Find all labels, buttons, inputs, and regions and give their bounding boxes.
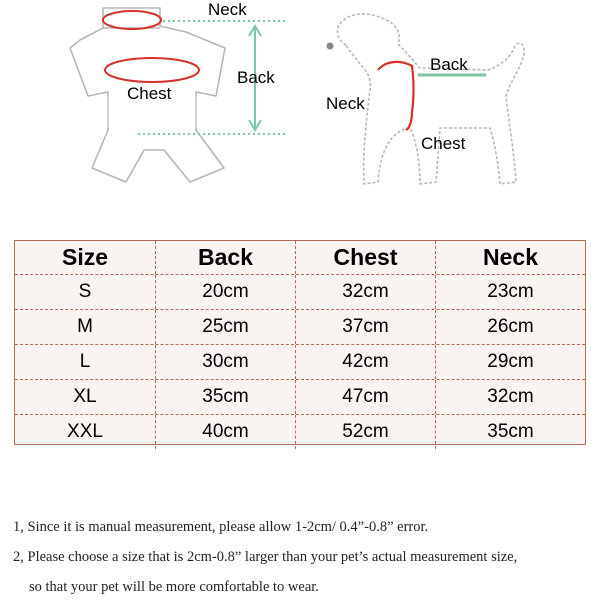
table-row	[15, 414, 585, 449]
neck-cell: 23cm	[435, 275, 585, 309]
size-chart-table	[14, 240, 586, 445]
chest-cell: 52cm	[295, 415, 435, 449]
back-cell: 25cm	[155, 310, 295, 344]
garment-diagram	[70, 0, 287, 182]
garment-chest-label: Chest	[127, 84, 172, 103]
measurement-illustration	[0, 0, 600, 200]
neck-cell: 35cm	[435, 415, 585, 449]
chest-cell: 37cm	[295, 310, 435, 344]
note-2: 2, Please choose a size that is 2cm-0.8” larger than your pet’s actual measurement size,	[13, 549, 518, 565]
size-cell: M	[77, 316, 93, 337]
size-cell: XL	[73, 386, 97, 407]
table-row	[15, 344, 585, 379]
neck-cell: 29cm	[435, 345, 585, 379]
dog-diagram	[326, 14, 524, 184]
note-2-continued: so that your pet will be more comfortable to wear.	[29, 579, 319, 595]
dog-neck-label: Neck	[326, 94, 365, 113]
garment-neck-label: Neck	[208, 0, 247, 19]
chest-cell: 42cm	[295, 345, 435, 379]
back-cell: 20cm	[155, 275, 295, 309]
header-neck: Neck	[435, 241, 585, 274]
size-cell: L	[79, 351, 91, 372]
back-cell: 35cm	[155, 380, 295, 414]
table-header-row	[15, 241, 585, 274]
back-cell: 30cm	[155, 345, 295, 379]
back-cell: 40cm	[155, 415, 295, 449]
size-cell: XXL	[67, 421, 103, 442]
neck-cell: 32cm	[435, 380, 585, 414]
size-cell: S	[78, 281, 92, 302]
neck-cell: 26cm	[435, 310, 585, 344]
table-row	[15, 274, 585, 309]
chest-cell: 47cm	[295, 380, 435, 414]
table-row	[15, 379, 585, 414]
dog-back-label: Back	[430, 55, 468, 74]
header-size: Size	[61, 244, 109, 270]
table-row	[15, 309, 585, 344]
dog-outline	[337, 14, 524, 184]
header-back: Back	[155, 241, 295, 274]
note-1: 1, Since it is manual measurement, please allow 1-2cm/ 0.4”-0.8” error.	[13, 519, 429, 535]
chest-cell: 32cm	[295, 275, 435, 309]
dog-chest-label: Chest	[421, 134, 466, 153]
dog-eye	[327, 43, 334, 50]
garment-back-label: Back	[237, 68, 275, 87]
header-chest: Chest	[295, 241, 435, 274]
